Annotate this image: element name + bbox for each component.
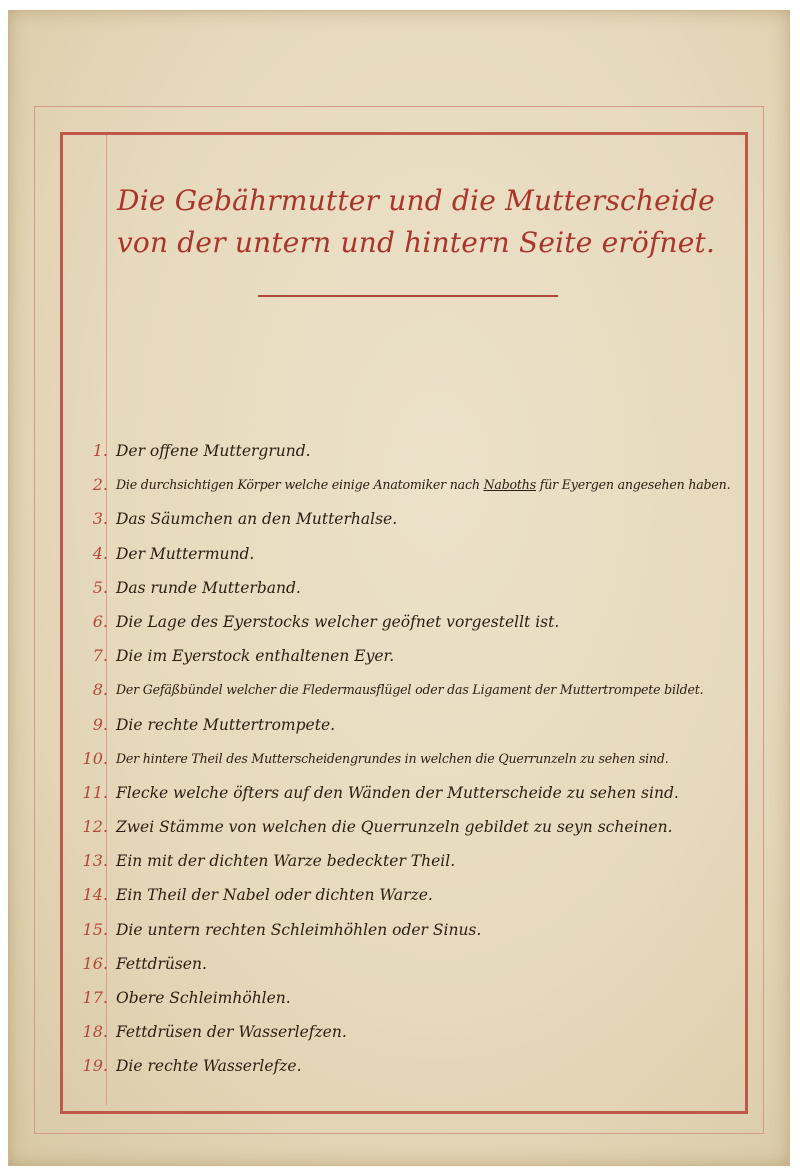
item-text: Der offene Muttergrund.: [116, 442, 311, 460]
item-text: Das runde Mutterband.: [116, 578, 301, 597]
item-text: Zwei Stämme von welchen die Querrunzeln gebildet zu seyn scheinen.: [116, 818, 673, 837]
item-number: 2.: [92, 475, 108, 495]
manuscript-page: [8, 10, 790, 1166]
item-text: [116, 468, 730, 502]
item-text: Fettdrüsen der Wasserlefzen.: [116, 1023, 347, 1042]
list-item: [76, 708, 746, 742]
item-text: Die untern rechten Schleimhöhlen oder Sinus.: [116, 920, 482, 939]
item-number: 16.: [82, 953, 108, 973]
item-number: 10.: [82, 748, 108, 768]
list-item: [76, 537, 746, 571]
item-number: 8.: [92, 680, 108, 700]
item-number: 11.: [82, 782, 108, 802]
item-number: 6.: [92, 611, 108, 631]
item-text: Der Muttermund.: [116, 544, 255, 563]
item-number: 17.: [82, 988, 108, 1007]
item-text: Die im Eyerstock enthaltenen Eyer.: [116, 647, 395, 666]
item-text: Die rechte Muttertrompete.: [116, 715, 336, 734]
item-text: Obere Schleimhöhlen.: [116, 989, 291, 1007]
item-number: 12.: [82, 817, 108, 837]
item-text: Flecke welche öfters auf den Wänden der Mutterscheide zu sehen sind.: [116, 783, 679, 802]
item-text: Die rechte Wasserlefze.: [116, 1057, 302, 1076]
list-item: [76, 571, 746, 605]
list-item: [76, 913, 746, 947]
list-item: [76, 502, 746, 536]
item-number: 4.: [92, 543, 108, 563]
item-text: Fettdrüsen.: [116, 954, 207, 973]
item-number: 5.: [92, 577, 108, 597]
list-item: [76, 605, 746, 639]
item-number: 3.: [92, 509, 108, 529]
item-text-part: Die durchsichtigen Körper welche einige Anatomiker nach: [116, 477, 484, 493]
list-item: [76, 434, 746, 468]
list-item: [76, 810, 746, 844]
list-item: [76, 673, 746, 707]
underlined-name: Naboths: [483, 477, 536, 493]
list-item: [76, 742, 746, 776]
list-item: [76, 1015, 746, 1049]
page-title: Die Gebährmutter und die Mutterscheide von der untern und hintern Seite eröfnet.: [116, 184, 716, 259]
legend-list: [76, 434, 746, 1084]
list-item: [76, 981, 746, 1015]
item-text: Ein Theil der Nabel oder dichten Warze.: [116, 886, 433, 905]
title-underline: [258, 295, 558, 297]
list-item: [76, 947, 746, 981]
item-text: Der hintere Theil des Mutterscheidengrundes in welchen die Querrunzeln zu sehen sind.: [116, 750, 669, 766]
list-item: [76, 468, 746, 502]
item-text: Der Gefäßbündel welcher die Fledermausflügel oder das Ligament der Muttertrompete bildet.: [116, 682, 704, 698]
item-text: Ein mit der dichten Warze bedeckter Theil.: [116, 852, 456, 871]
list-item: [76, 776, 746, 810]
item-text: Die Lage des Eyerstocks welcher geöfnet vorgestellt ist.: [116, 612, 560, 631]
item-number: 14.: [82, 885, 108, 905]
item-number: 1.: [92, 441, 108, 460]
item-number: 7.: [92, 646, 108, 666]
item-text: Das Säumchen an den Mutterhalse.: [116, 510, 398, 529]
list-item: [76, 1049, 746, 1083]
item-number: 19.: [82, 1056, 108, 1076]
list-item: [76, 878, 746, 912]
item-number: 18.: [82, 1022, 108, 1042]
item-text-part: für Eyergen angesehen haben.: [535, 477, 731, 493]
list-item: [76, 639, 746, 673]
item-number: 9.: [92, 714, 108, 734]
item-number: 15.: [82, 919, 108, 939]
list-item: [76, 844, 746, 878]
item-number: 13.: [82, 851, 108, 871]
